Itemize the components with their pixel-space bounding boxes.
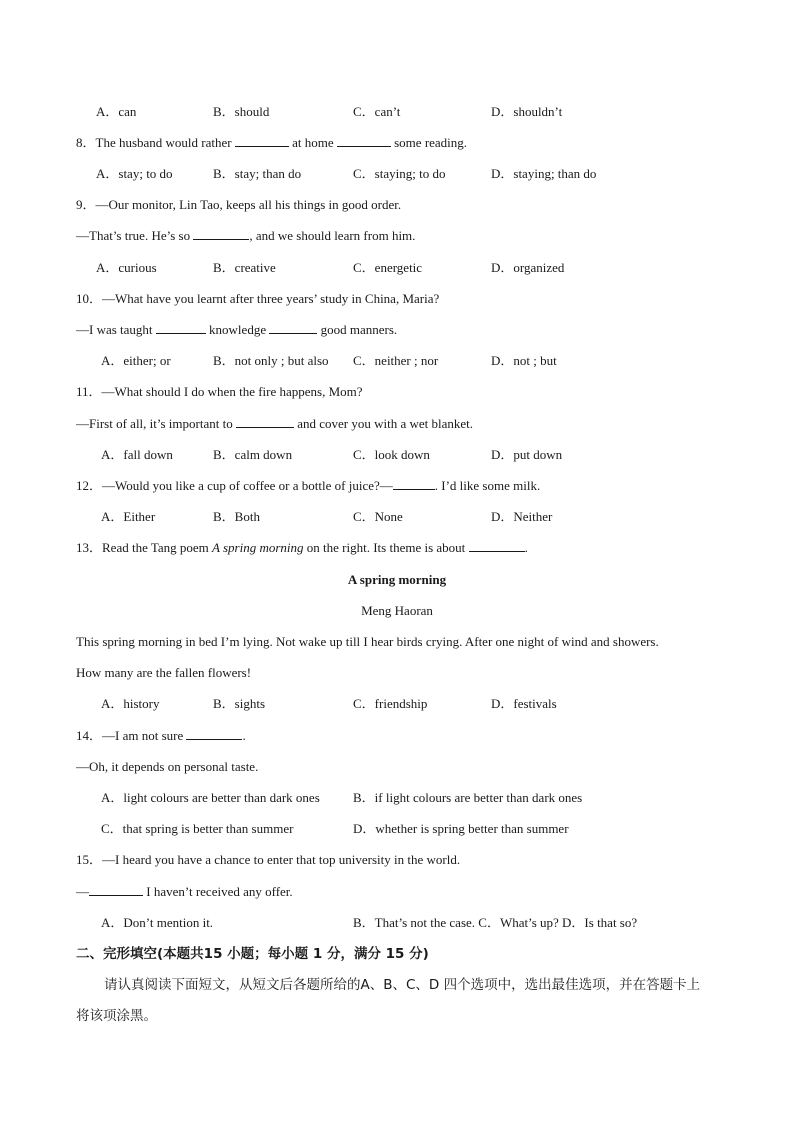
answer-blank [393,477,435,490]
q12-stem: 12．—Would you like a cup of coffee or a bottle of juice?— . I’d like some milk. [76,478,541,493]
q14-reply: —Oh, it depends on personal taste. [76,759,259,774]
q9-reply: —That’s true. He’s so , and we should learn from him. [76,228,416,243]
q12-option-a: A．Either [101,509,156,524]
q11-stem: 11．—What should I do when the fire happens, Mom? [76,384,363,399]
q8-option-b: B．stay; than do [213,166,302,181]
poem-line: This spring morning in bed I’m lying. Not wake up till I hear birds crying. After one night of wind and showers. [76,634,659,649]
q11-option-c: C．look down [353,447,430,462]
q13-option-a: A．history [101,696,160,711]
q8-option-d: D．staying; than do [491,166,597,181]
q14-option-c: C．that spring is better than summer [101,821,294,836]
poem-title: A spring morning [347,572,447,587]
q7-option-d: D．shouldn’t [491,104,563,119]
q14-options-row1 [0,789,794,807]
answer-blank [235,134,289,147]
q11-options [0,446,794,464]
answer-blank [236,415,294,428]
q13-option-d: D．festivals [491,696,557,711]
answer-blank [193,227,249,240]
q13-option-c: C．friendship [353,696,428,711]
answer-blank [156,321,206,334]
q15-option-bcd: B．That’s not the case. C．What’s up? D．Is that so? [353,915,638,930]
q11-option-d: D．put down [491,447,563,462]
q11-option-a: A．fall down [101,447,173,462]
q9-stem: 9．—Our monitor, Lin Tao, keeps all his things in good order. [76,197,402,212]
q7-option-a: A．can [96,104,137,119]
answer-blank [186,727,242,740]
q13-option-b: B．sights [213,696,266,711]
q12-option-c: C．None [353,509,403,524]
answer-blank [337,134,391,147]
q13-stem: 13．Read the Tang poem A spring morning on the right. Its theme is about . [76,540,528,555]
q10-stem: 10．—What have you learnt after three years’ study in China, Maria? [76,291,440,306]
q10-reply: —I was taught knowledge good manners. [76,322,398,337]
q15-option-a: A．Don’t mention it. [101,915,214,930]
q13-options [0,695,794,713]
q7-option-c: C．can’t [353,104,401,119]
section-instructions-cont: 将该项涂黑。 [76,1008,157,1024]
q9-options [0,259,794,277]
poem-line: How many are the fallen flowers! [76,665,252,680]
q15-options [0,914,794,932]
q10-option-d: D．not ; but [491,353,557,368]
q11-reply: —First of all, it’s important to and cover you with a wet blanket. [76,416,474,431]
q10-option-a: A．either; or [101,353,171,368]
q12-option-b: B．Both [213,509,260,524]
q8-option-a: A．stay; to do [96,166,173,181]
poem-author: Meng Haoran [361,603,433,618]
q14-stem: 14．—I am not sure . [76,728,246,743]
q8-option-c: C．staying; to do [353,166,446,181]
q12-options [0,508,794,526]
answer-blank [469,539,525,552]
q14-option-a: A．light colours are better than dark ones [101,790,320,805]
q7-options [0,103,794,121]
q14-option-b: B．if light colours are better than dark ones [353,790,583,805]
q9-option-c: C．energetic [353,260,423,275]
q12-option-d: D．Neither [491,509,553,524]
q9-option-b: B．creative [213,260,276,275]
q9-option-a: A．curious [96,260,157,275]
q14-options-row2 [0,820,794,838]
q7-option-b: B．should [213,104,270,119]
q8-stem: 8．The husband would rather at home some reading. [76,135,468,150]
q15-reply: — I haven’t received any offer. [76,884,293,899]
q10-option-b: B．not only ; but also [213,353,329,368]
q10-option-c: C．neither ; nor [353,353,439,368]
section-instructions: 请认真阅读下面短文，从短文后各题所给的A、B、C、D 四个选项中，选出最佳选项，并在答题卡上 [104,977,701,993]
q11-option-b: B．calm down [213,447,293,462]
answer-blank [89,883,143,896]
q8-options [0,165,794,183]
q9-option-d: D．organized [491,260,565,275]
answer-blank [269,321,317,334]
q14-option-d: D．whether is spring better than summer [353,821,569,836]
q15-stem: 15．—I heard you have a chance to enter that top university in the world. [76,852,461,867]
section-heading: 二、完形填空(本题共15 小题；每小题 1 分，满分 15 分) [76,946,429,962]
q10-options [0,352,794,370]
